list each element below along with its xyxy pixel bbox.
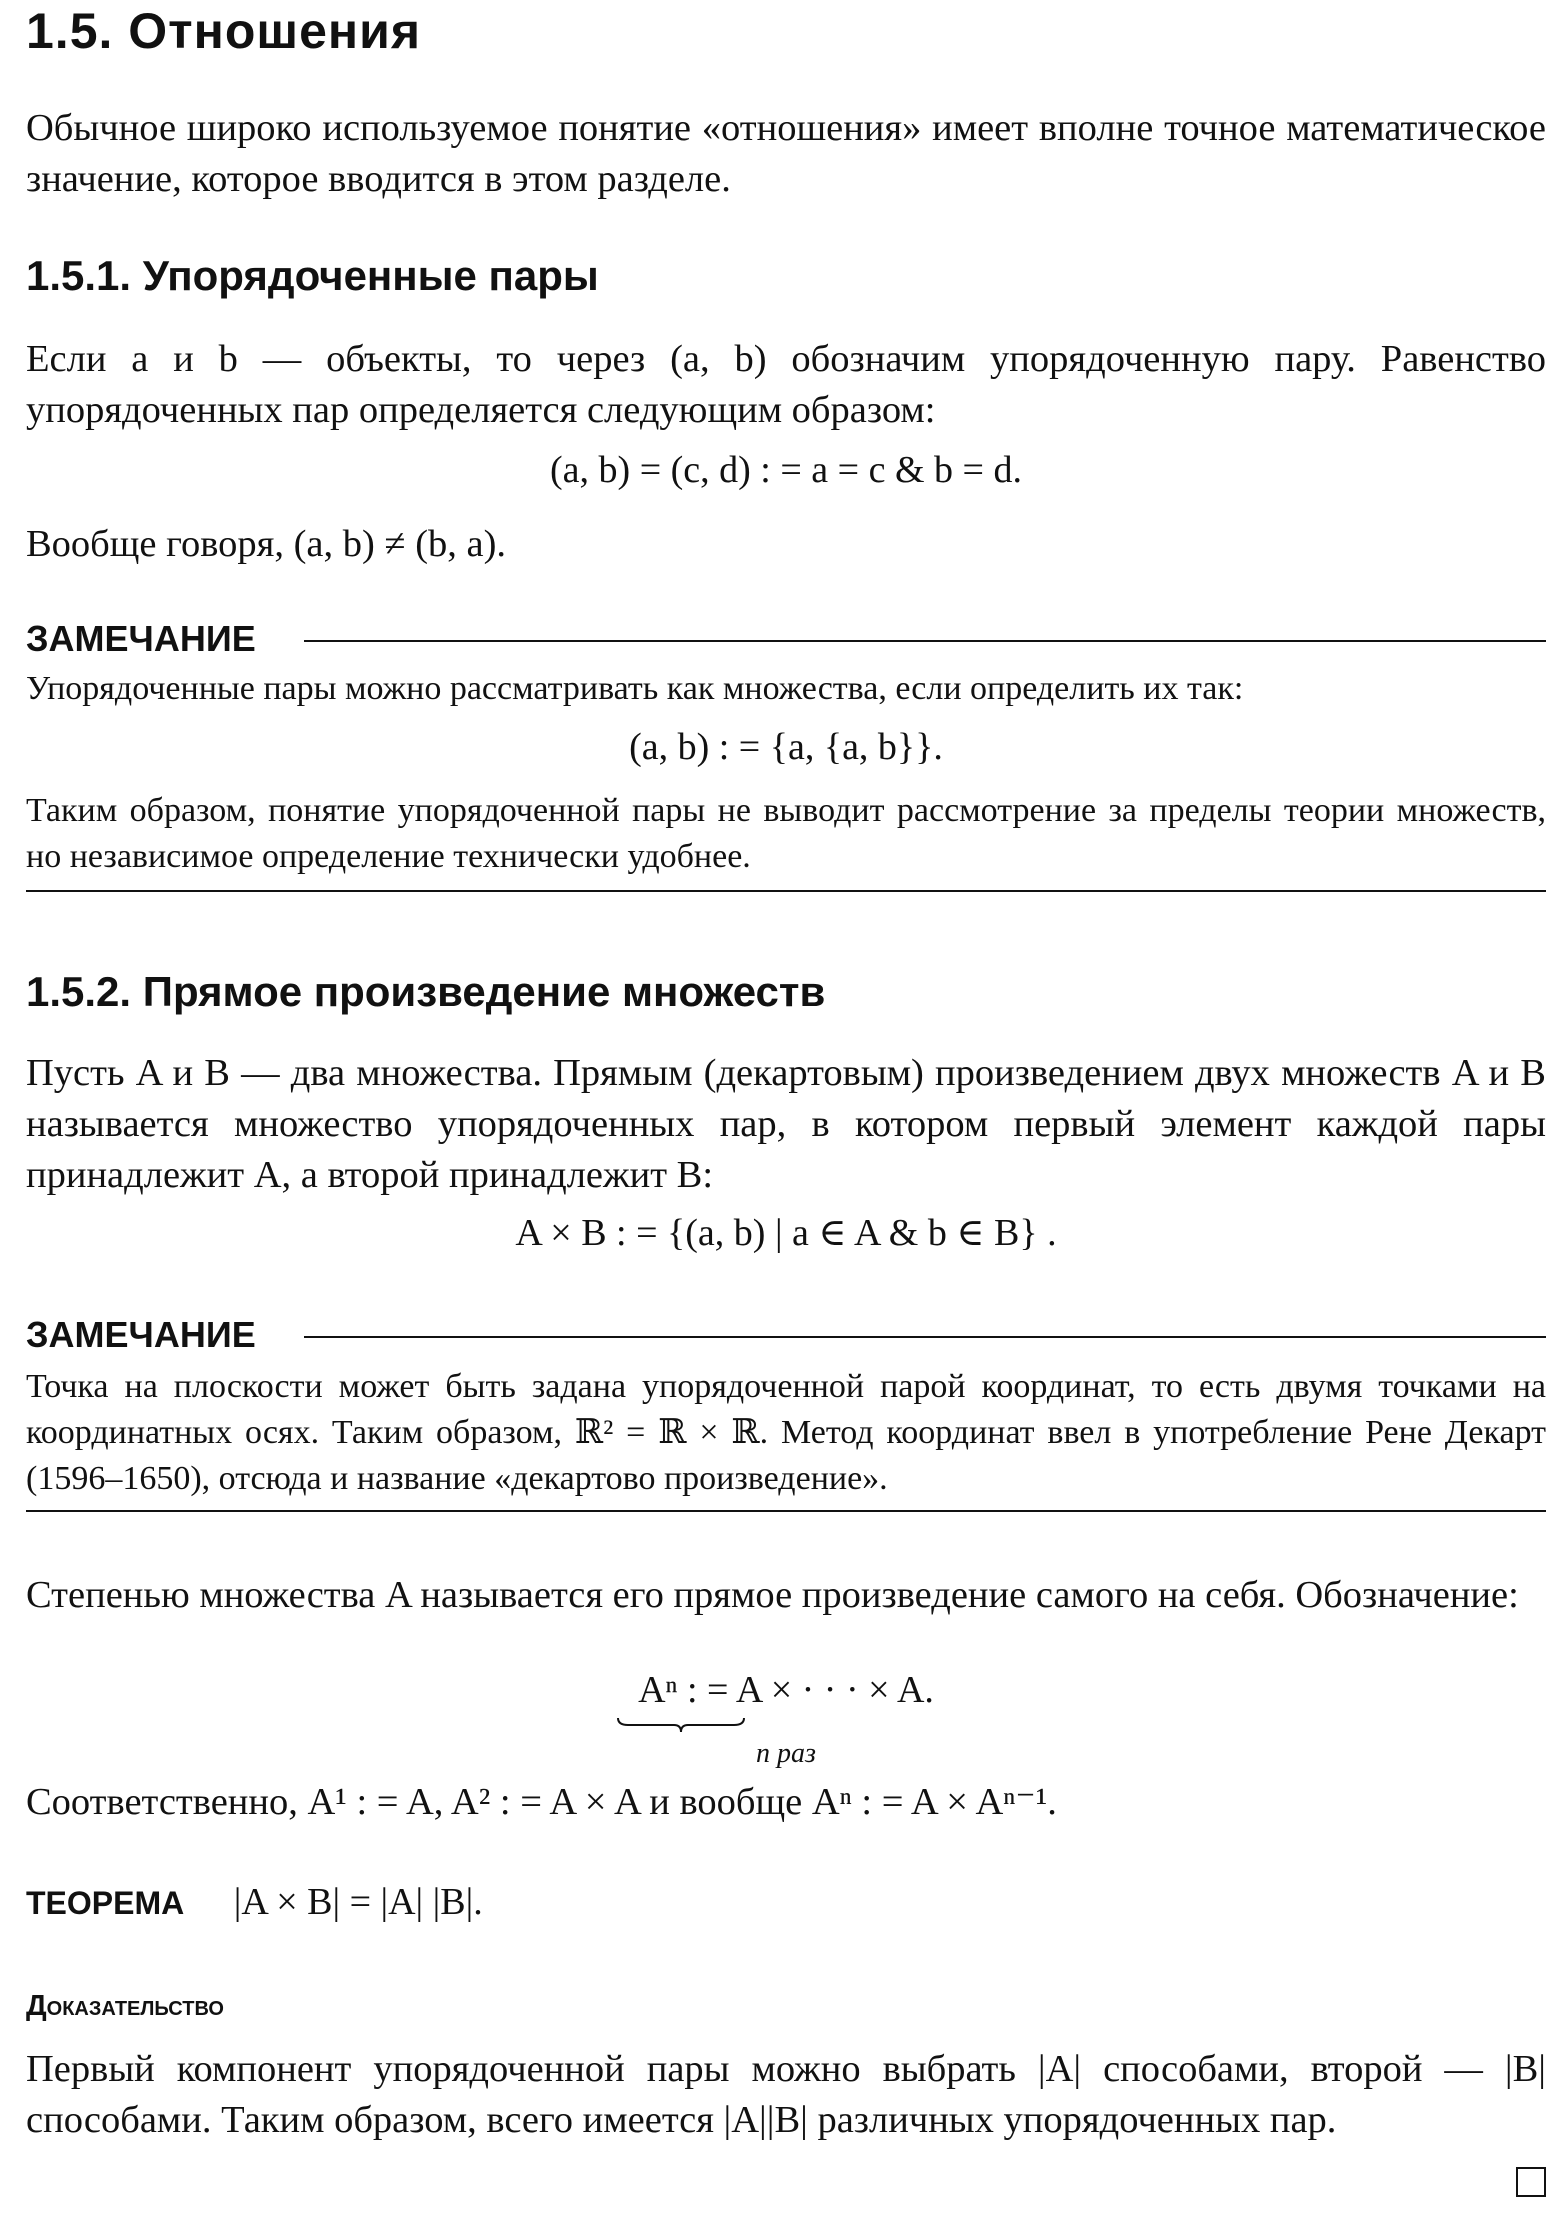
- ordered-pair-equality-formula: (a, b) = (c, d) : = a = c & b = d.: [550, 449, 1022, 491]
- section-title: 1.5. Отношения: [26, 3, 422, 59]
- remark-1-text: Упорядоченные пары можно рассматривать как множества, если определить их так:: [26, 670, 1244, 707]
- proof-label: Доказательство: [26, 1990, 224, 2022]
- theorem-statement: |A × B| = |A| |B|.: [233, 1881, 483, 1923]
- power-consequence-text: Соответственно, A¹ : = A, A² : = A × A и вообще Aⁿ : = A × Aⁿ⁻¹.: [26, 1781, 1057, 1823]
- section-intro: Обычное широко используемое понятие «отношения» имеет вполне точное математическое значение, которое вводится в этом разделе.: [26, 107, 1546, 200]
- remark-2-label: ЗАМЕЧАНИЕ: [26, 1314, 256, 1355]
- subsection-2-title: 1.5.2. Прямое произведение множеств: [26, 968, 826, 1015]
- cartesian-product-formula: A × B : = {(a, b) | a ∈ A & b ∈ B} .: [515, 1212, 1057, 1254]
- remark-2-header: [26, 1314, 1546, 1360]
- remark-1-header: [26, 618, 1546, 664]
- power-formula: Aⁿ : = A × · · · × A.: [638, 1669, 934, 1711]
- remark-1-label: ЗАМЕЧАНИЕ: [26, 618, 256, 659]
- subsection-1-paragraph: Если a и b — объекты, то через (a, b) обозначим упорядоченную пару. Равенство упорядоченных пар определяется следующим образом:: [26, 338, 1546, 431]
- pair-inequality-text: Вообще говоря, (a, b) ≠ (b, a).: [26, 523, 507, 565]
- subsection-2-paragraph: Пусть A и B — два множества. Прямым (декартовым) произведением двух множеств A и B называется множество упорядоченных пар, в котором первый элемент каждой пары принадлежит A, а второй принадлежит B:: [26, 1052, 1546, 1196]
- theorem: [26, 1880, 483, 1924]
- remark-1-end-rule: [26, 890, 1546, 892]
- proof-text: Первый компонент упорядоченной пары можно выбрать |A| способами, второй — |B| способами. Таким образом, всего имеется |A||B| различных упорядоченных пар.: [26, 2048, 1546, 2141]
- remark-2-end-rule: [26, 1510, 1546, 1512]
- remark-2-text: Точка на плоскости может быть задана упорядоченной парой координат, то есть двумя точками на координатных осях. Таким образом, ℝ² = ℝ × ℝ. Метод координат ввел в употребление Рене Декарт (1596–1650), отсюда и название «декартово произведение».: [26, 1368, 1546, 1497]
- subsection-1-title: 1.5.1. Упорядоченные пары: [26, 252, 599, 299]
- remark-1-formula: (a, b) : = {a, {a, b}}.: [629, 726, 943, 768]
- theorem-label: ТЕОРЕМА: [26, 1885, 185, 1921]
- power-paragraph: Степенью множества A называется его прямое произведение самого на себя. Обозначение:: [26, 1574, 1519, 1616]
- underbrace-icon: [616, 1716, 746, 1734]
- remark-1-divider: [304, 640, 1546, 642]
- underbrace-label: n раз: [756, 1738, 816, 1769]
- remark-1-after: Таким образом, понятие упорядоченной пары не выводит рассмотрение за пределы теории множеств, но независимое определение технически удобнее.: [26, 792, 1546, 875]
- remark-2-divider: [304, 1336, 1546, 1338]
- qed-square-icon: [1516, 2167, 1546, 2197]
